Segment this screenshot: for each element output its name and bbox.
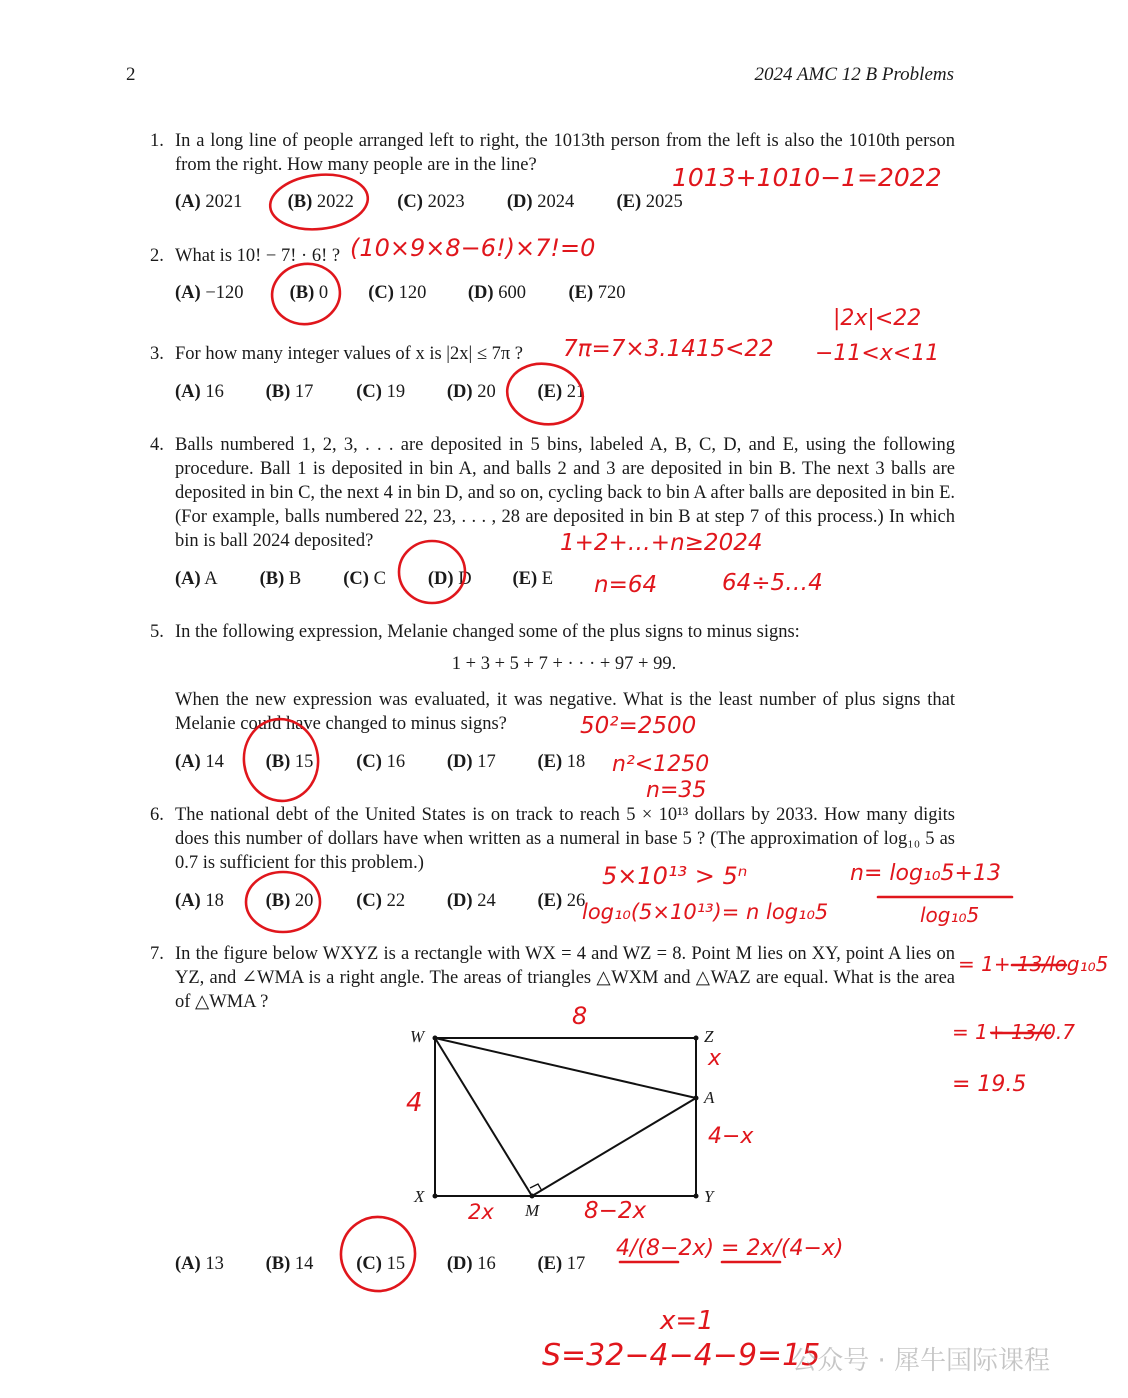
- handwritten-note-q6: n= log₁₀5+13: [850, 861, 1001, 886]
- handwritten-note-q6: log₁₀(5×10¹³)= n log₁₀5: [582, 900, 829, 924]
- handwritten-note-q5: n=35: [646, 778, 707, 803]
- label-y: Y: [704, 1187, 714, 1206]
- choice: (B) B: [259, 569, 302, 589]
- expression: 1 + 3 + 5 + 7 + · · · + 97 + 99.: [451, 654, 677, 674]
- handwritten-figure-label: 4−x: [708, 1124, 754, 1149]
- handwritten-figure-label: 4: [406, 1088, 423, 1118]
- question-number: 5.: [150, 622, 164, 642]
- answer-circle-q4: [399, 541, 465, 603]
- handwritten-note-q5: n²<1250: [612, 752, 710, 777]
- choice: (E) 17: [537, 1254, 586, 1274]
- handwritten-equation: S=32−4−4−9=15: [542, 1338, 821, 1373]
- handwritten-note-q1: 1013+1010−1=2022: [672, 163, 942, 192]
- question-text: What is 10! − 7! · 6! ?: [175, 246, 341, 266]
- handwritten-note-q4: n=64: [594, 572, 658, 598]
- choice: (E) 26: [537, 891, 586, 911]
- choice: (D) 16: [446, 1254, 496, 1274]
- choice: (B) 2022: [287, 192, 354, 212]
- choice: (E) E: [512, 569, 554, 589]
- handwritten-note-q6: 5×10¹³ > 5ⁿ: [602, 862, 748, 890]
- choice: (C) 120: [368, 283, 427, 303]
- label-x: X: [414, 1187, 425, 1206]
- label-z: Z: [704, 1027, 714, 1046]
- handwritten-note-q5: 50²=2500: [580, 713, 697, 739]
- question-text: In a long line of people arranged left to right, the 1013th person from the left is also the 1010th person from the right. How many people are in the line?: [175, 131, 955, 175]
- handwritten-note-q6: log₁₀5: [920, 903, 980, 927]
- answer-circle-q2: [267, 259, 344, 330]
- choice: (C) 15: [356, 1254, 406, 1274]
- handwritten-note-q6: = 1+ 13/log₁₀5: [958, 952, 1109, 976]
- answer-circle-q3: [502, 358, 587, 430]
- choice: (C) 16: [356, 752, 406, 772]
- question-number: 7.: [150, 944, 164, 964]
- answer-circle-q6: [246, 872, 320, 932]
- choice: (C) 22: [356, 891, 406, 911]
- handwritten-note-q4: 64÷5…4: [722, 570, 823, 596]
- handwritten-figure-label: x: [708, 1046, 722, 1071]
- choice: (B) 17: [265, 382, 314, 402]
- question-text: The national debt of the United States is on track to reach 5 × 10¹³ dollars by 2033. How many digits does this number of dollars have when written as a numeral in base 5 ? (The approximation of log₁₀ 5 as 0.7 is sufficient for this problem.): [175, 805, 955, 873]
- handwritten-equation: 4/(8−2x) = 2x/(4−x): [616, 1236, 844, 1261]
- choice: (A) A: [175, 569, 218, 589]
- handwritten-equation: x=1: [660, 1306, 714, 1336]
- question-text: In the following expression, Melanie changed some of the plus signs to minus signs:: [175, 622, 800, 642]
- question-number: 1.: [150, 131, 164, 151]
- handwritten-note-q3: 7π=7×3.1415<22: [563, 336, 774, 362]
- handwritten-note-q3: |2x|<22: [833, 306, 922, 331]
- choice: (D) 24: [446, 891, 496, 911]
- choice: (A) 16: [175, 382, 224, 402]
- choice: (B) 20: [265, 891, 314, 911]
- answer-circle-q1: [267, 170, 370, 234]
- handwritten-figure-label: 2x: [468, 1200, 494, 1224]
- question-text: In the figure below WXYZ is a rectangle with WX = 4 and WZ = 8. Point M lies on XY, point A lies on YZ, and ∠WMA is a right angle. The areas of triangles △WXM and △WAZ are equal. What is the area of △WMA ?: [175, 944, 955, 1012]
- label-m: M: [525, 1201, 540, 1220]
- choice: (A) 14: [175, 752, 224, 772]
- page-number: 2: [126, 64, 136, 85]
- choice: (A) 2021: [175, 192, 243, 212]
- label-w: W: [410, 1027, 425, 1046]
- choice: (E) 21: [537, 382, 586, 402]
- answer-circle-q7: [335, 1211, 421, 1297]
- choice: (D) 600: [467, 283, 526, 303]
- handwritten-note-q6: = 1+ 13/0.7: [952, 1020, 1075, 1044]
- choice: (A) −120: [175, 283, 244, 303]
- handwritten-note-q6: = 19.5: [952, 1072, 1027, 1097]
- question-number: 3.: [150, 344, 164, 364]
- page-header: 2024 AMC 12 B Problems: [754, 64, 954, 85]
- choice: (D) D: [427, 569, 472, 589]
- choice: (D) 2024: [506, 192, 575, 212]
- handwritten-note-q2: (10×9×8−6!)×7!=0: [350, 234, 596, 262]
- question-text: When the new expression was evaluated, it was negative. What is the least number of plus signs that Melanie could have changed to minus signs?: [175, 690, 955, 734]
- choice: (E) 18: [537, 752, 586, 772]
- handwritten-figure-label: 8: [572, 1002, 588, 1030]
- choice: (B) 15: [265, 752, 314, 772]
- watermark: 公众号 · 犀牛国际课程: [791, 1346, 1050, 1376]
- choice: (C) 19: [356, 382, 406, 402]
- choice: (B) 14: [265, 1254, 314, 1274]
- label-a: A: [704, 1088, 715, 1107]
- choice: (A) 13: [175, 1254, 224, 1274]
- choice: (E) 2025: [616, 192, 683, 212]
- choice: (D) 17: [446, 752, 496, 772]
- question-text: For how many integer values of x is |2x| ≤ 7π ?: [175, 344, 524, 364]
- choice: (E) 720: [568, 283, 626, 303]
- handwritten-note-q4: 1+2+…+n≥2024: [560, 530, 763, 556]
- answer-circle-q5: [239, 714, 324, 806]
- choice: (D) 20: [446, 382, 496, 402]
- handwritten-note-q3: −11<x<11: [815, 341, 940, 366]
- choice: (A) 18: [175, 891, 224, 911]
- question-number: 6.: [150, 805, 164, 825]
- choice: (C) C: [343, 569, 386, 589]
- question-text: Balls numbered 1, 2, 3, . . . are deposited in 5 bins, labeled A, B, C, D, and E, using the following procedure. Ball 1 is deposited in bin A, and balls 2 and 3 are deposited in bin B. The next 3 balls are deposited in bin C, the next 4 in bin D, and so on, cycling back to bin A after balls are deposited in bin E. (For example, balls numbered 22, 23, . . . , 28 are deposited in bin B at step 7 of this process.) In which bin is ball 2024 deposited?: [175, 435, 955, 551]
- question-number: 4.: [150, 435, 164, 455]
- choice: (C) 2023: [397, 192, 465, 212]
- question-number: 2.: [150, 246, 164, 266]
- choice: (B) 0: [289, 283, 329, 303]
- handwritten-figure-label: 8−2x: [584, 1198, 647, 1224]
